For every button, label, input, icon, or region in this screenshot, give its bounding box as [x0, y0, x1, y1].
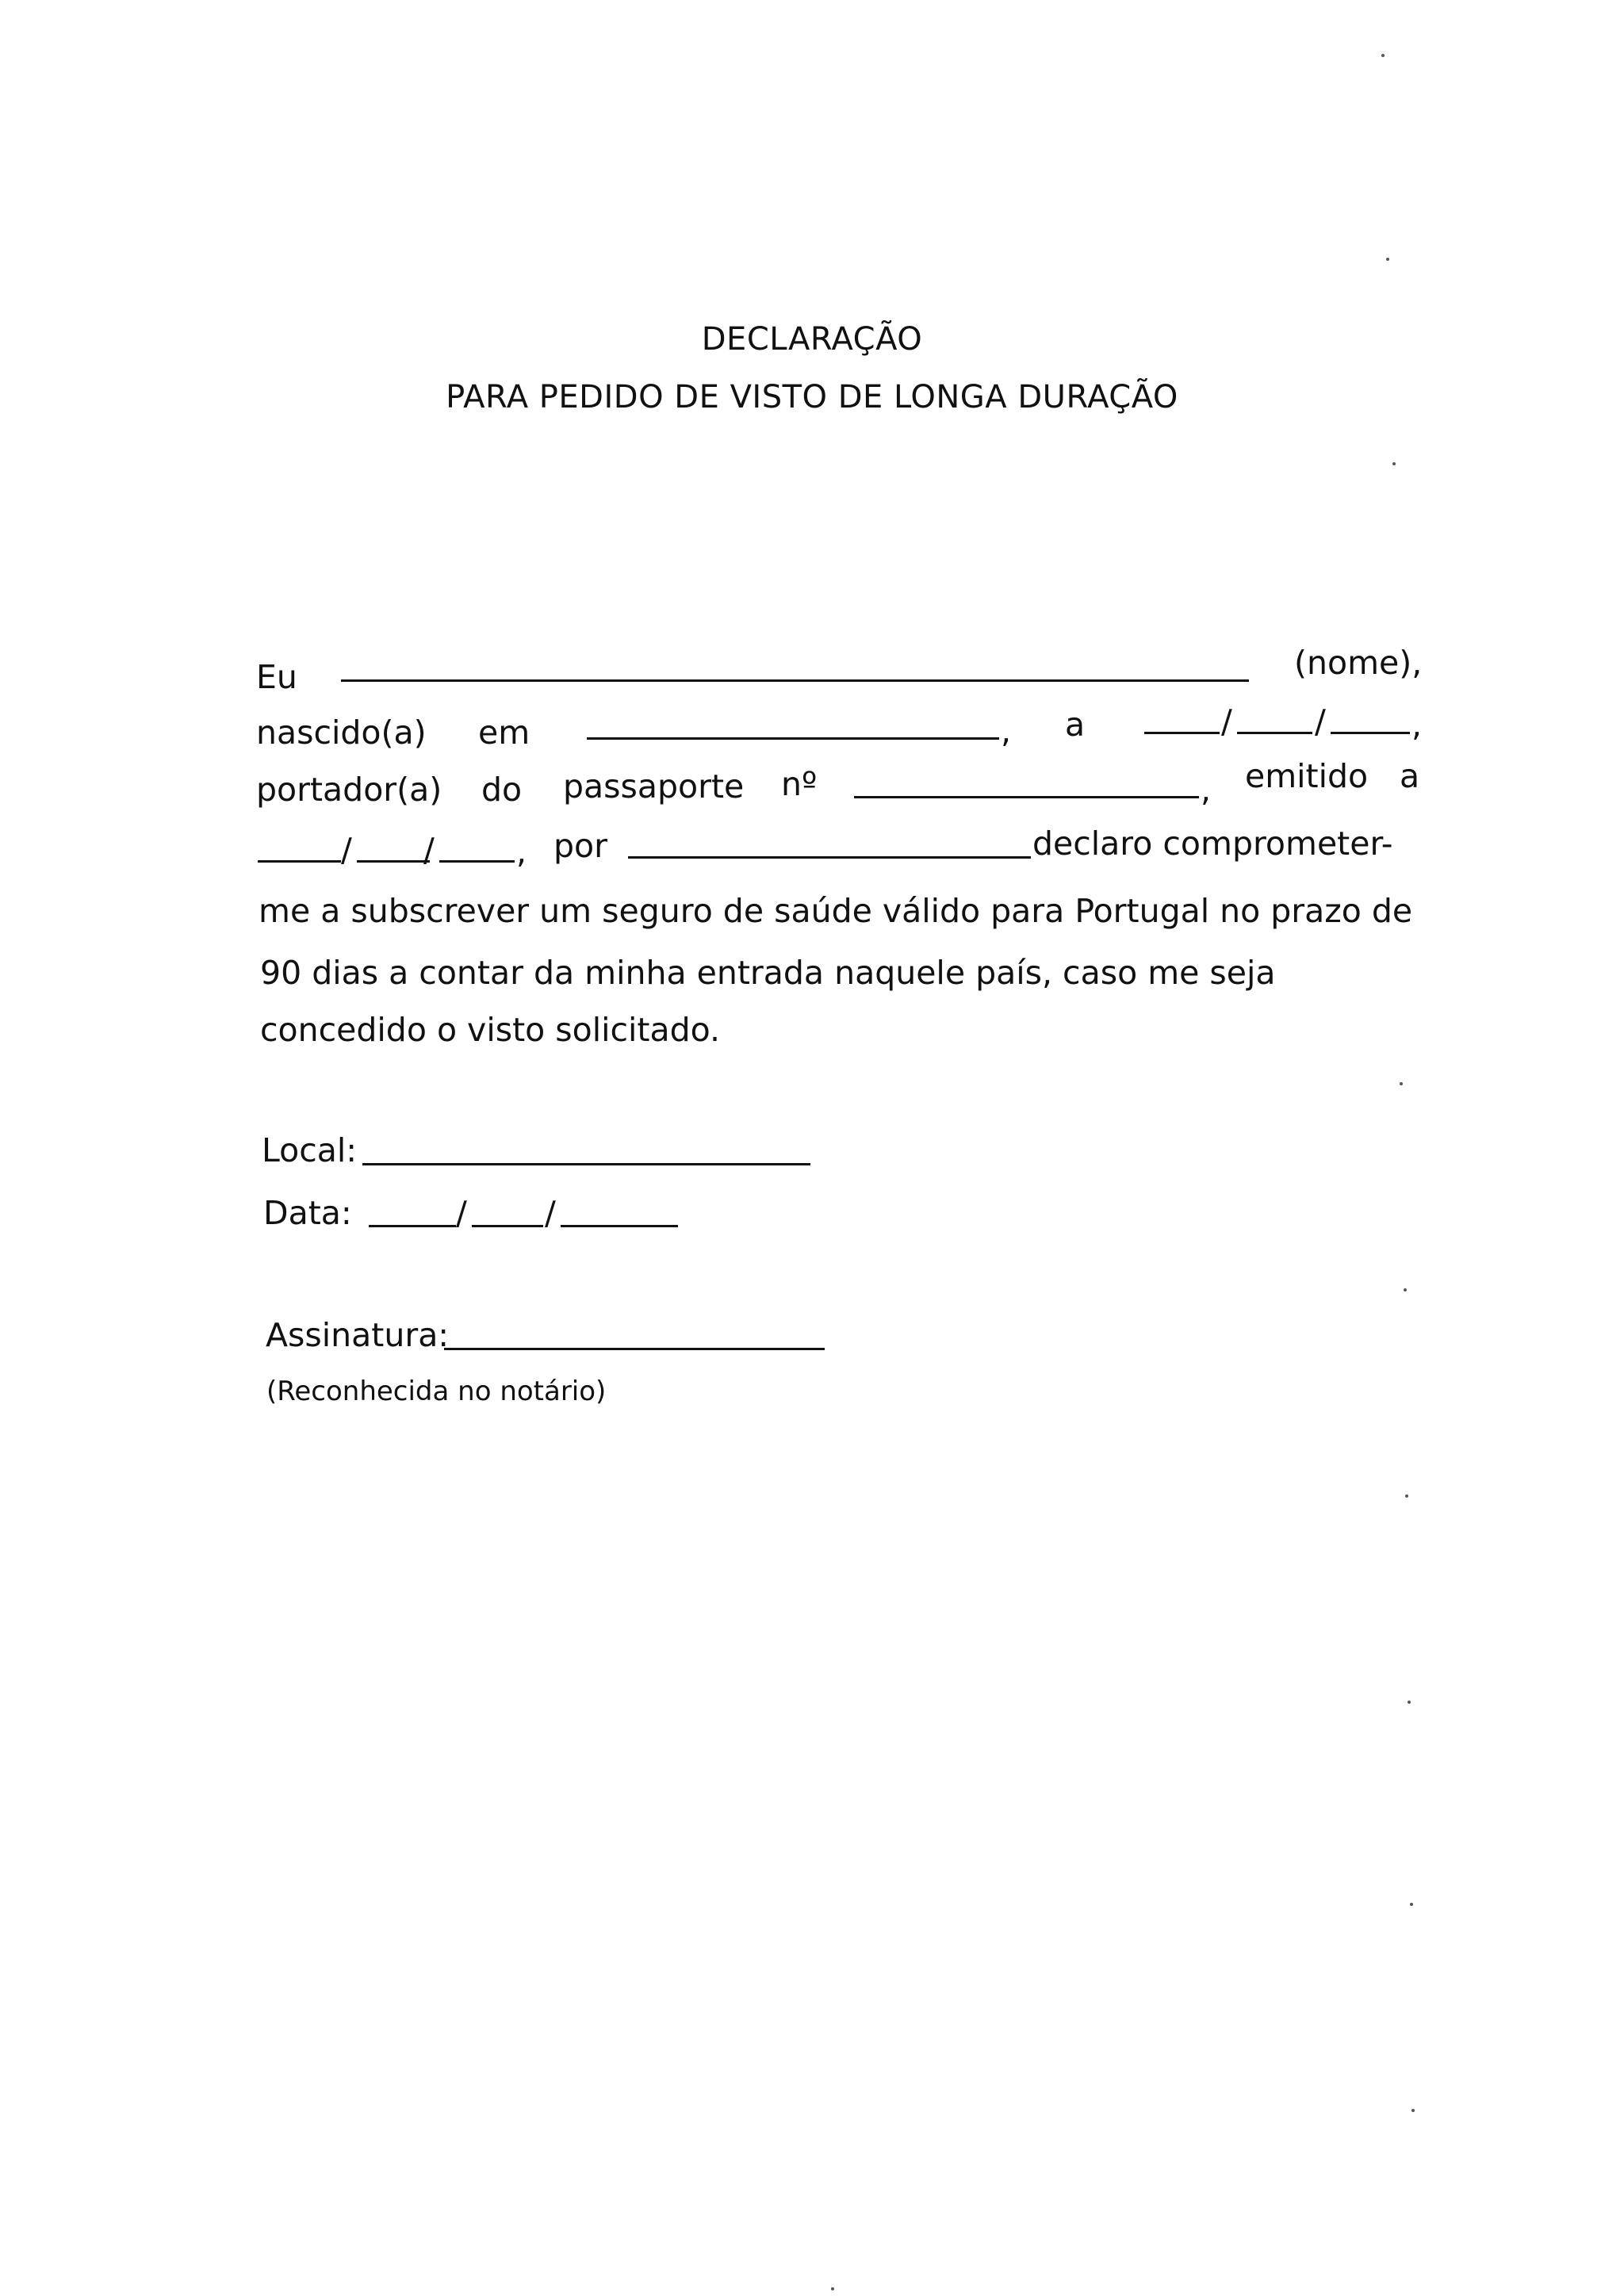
notary-note: (Reconhecida no notário)	[266, 1376, 607, 1407]
slash-mark: /	[1315, 702, 1326, 740]
slash-mark: /	[456, 1194, 467, 1232]
scan-speck	[1411, 2109, 1415, 2112]
date-year-line[interactable]	[561, 1225, 678, 1227]
signature-field-line[interactable]	[444, 1348, 825, 1350]
scan-speck	[1404, 1288, 1407, 1292]
comma-mark: ,	[1001, 712, 1012, 750]
slash-mark: /	[423, 831, 435, 869]
birthplace-field-line[interactable]	[587, 737, 999, 740]
paragraph-line-7: concedido o visto solicitado.	[260, 1011, 721, 1049]
portador-label: portador(a)	[256, 771, 442, 809]
date-day-line[interactable]	[369, 1225, 456, 1227]
scan-speck	[1386, 258, 1389, 261]
issue-year-line[interactable]	[439, 860, 515, 863]
a-label-2: a	[1400, 757, 1420, 795]
passaporte-label: passaporte	[563, 767, 745, 806]
issue-month-line[interactable]	[357, 860, 430, 863]
scan-speck	[1405, 1494, 1408, 1498]
nascido-label: nascido(a)	[256, 714, 427, 752]
scan-speck	[1408, 1701, 1411, 1704]
scan-speck	[1400, 1082, 1403, 1085]
numero-label: nº	[781, 765, 818, 803]
birth-year-line[interactable]	[1331, 732, 1410, 734]
do-label: do	[481, 771, 523, 809]
a-label: a	[1065, 706, 1086, 744]
local-label: Local:	[262, 1131, 358, 1169]
por-label: por	[553, 827, 607, 865]
em-label: em	[478, 714, 530, 752]
scan-speck	[831, 2287, 834, 2290]
emitido-label: emitido	[1245, 757, 1369, 795]
scan-speck	[1381, 54, 1385, 57]
comma-mark: ,	[516, 832, 527, 871]
name-field-line[interactable]	[341, 679, 1249, 682]
date-month-line[interactable]	[472, 1225, 543, 1227]
assinatura-label: Assinatura:	[266, 1316, 450, 1354]
document-subtitle: PARA PEDIDO DE VISTO DE LONGA DURAÇÃO	[446, 379, 1178, 415]
comma-mark: ,	[1201, 771, 1212, 809]
birth-day-line[interactable]	[1144, 732, 1220, 734]
slash-mark: /	[545, 1194, 556, 1232]
passport-number-line[interactable]	[854, 796, 1199, 798]
scan-speck	[1410, 1903, 1413, 1906]
data-label: Data:	[263, 1194, 352, 1232]
slash-mark: /	[341, 831, 352, 869]
scan-speck	[1392, 462, 1396, 465]
birth-month-line[interactable]	[1237, 732, 1312, 734]
paragraph-line-5: me a subscrever um seguro de saúde válido para Portugal no prazo de	[259, 892, 1413, 930]
local-field-line[interactable]	[362, 1163, 810, 1165]
declaro-text: declaro comprometer-	[1032, 825, 1393, 863]
slash-mark: /	[1221, 702, 1232, 740]
nome-label: (nome),	[1294, 644, 1423, 682]
paragraph-line-6: 90 dias a contar da minha entrada naquele país, caso me seja	[260, 954, 1276, 992]
issuer-field-line[interactable]	[628, 856, 1031, 859]
eu-label: Eu	[256, 658, 297, 696]
comma-mark: ,	[1411, 706, 1423, 744]
document-title: DECLARAÇÃO	[701, 321, 923, 358]
issue-day-line[interactable]	[258, 860, 341, 863]
